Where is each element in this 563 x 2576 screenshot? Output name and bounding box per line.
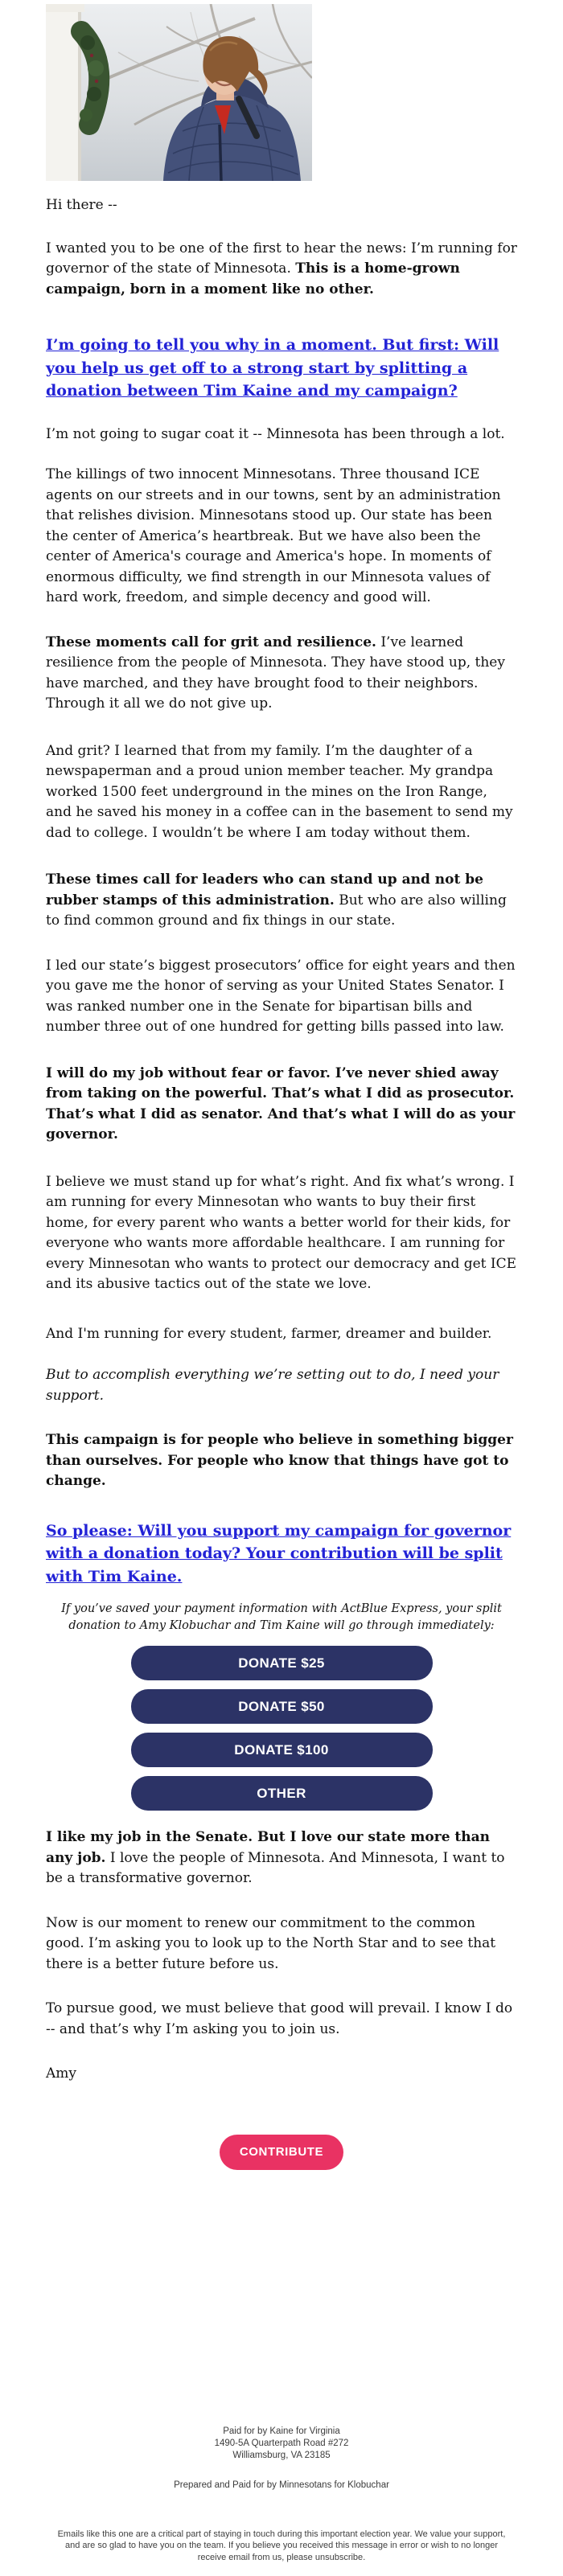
times-paragraph (46, 870, 517, 932)
pursue-good-paragraph: To pursue good, we must believe that good will prevail. I know I do -- and that’s why I’m asking you to join us. (46, 2000, 513, 2037)
senate-bold-text: I like my job in the Senate. But I love our state more than any job. (46, 1829, 491, 1866)
donate-100-button[interactable]: DONATE $100 (131, 1733, 433, 1767)
intro-bold-text: This is a home-grown campaign, born in a moment like no other. (46, 260, 460, 297)
city-state-zip-line: Williamsburg, VA 23185 (232, 2450, 331, 2460)
footer-disclaimer (46, 2529, 517, 2576)
moments-bold-text: These moments call for grit and resilience. (46, 634, 376, 650)
zipper (220, 125, 221, 181)
donate-button-stack (46, 1646, 517, 1811)
disclaimer-period: . (363, 2552, 366, 2562)
split-donation-link[interactable]: I’m going to tell you why in a moment. But first: Will you help us get off to a strong start by splitting a donation between Tim Kaine and my campaign? (46, 336, 499, 400)
need-support-paragraph: But to accomplish everything we’re setting out to do, I need your support. (46, 1367, 499, 1404)
prosecutor-paragraph: I led our state’s biggest prosecutors’ office for eight years and then you gave me the honor of serving as your United States Senator. I was ranked number one in the Senate for bipartisan bills and number three out of one hundred for getting bills passed into law. (46, 957, 516, 1035)
student-farmer-paragraph: And I'm running for every student, farmer, dreamer and builder. (46, 1325, 492, 1342)
support-campaign-link[interactable]: So please: Will you support my campaign for governor with a donation today? Your contribution will be split with Tim Kaine. (46, 1521, 512, 1585)
believe-paragraph: I believe we must stand up for what’s right. And fix what’s wrong. I am running for every Minnesotan who wants to buy their first home, for every parent who wants a better world for their kids, for everyone who wants more affordable healthcare. I am running for every Minnesotan who wants to protect our democracy and get ICE and its abusive tactics out of the state we love. (46, 1173, 517, 1292)
senate-job-paragraph (46, 1827, 517, 1889)
actblue-express-note: If you’ve saved your payment information with ActBlue Express, your split donation to Amy Klobuchar and Tim Kaine will go through immediately: (61, 1602, 502, 1632)
moments-paragraph (46, 633, 517, 715)
prepared-by-line: Prepared and Paid for by Minnesotans for Klobuchar (174, 2480, 389, 2490)
intro-paragraph (46, 239, 517, 301)
email-footer (46, 2426, 517, 2576)
donate-50-button[interactable]: DONATE $50 (131, 1689, 433, 1724)
hero-photo (46, 4, 312, 181)
senate-rest-text: I love the people of Minnesota. And Minnesota, I want to be a transformative governor. (46, 1849, 505, 1886)
intro-text: I wanted you to be one of the first to hear the news: I’m running for governor of the state of Minnesota. (46, 240, 517, 277)
sugar-coat-paragraph: I’m not going to sugar coat it -- Minnesota has been through a lot. (46, 425, 505, 442)
address-line: 1490-5A Quarterpath Road #272 (214, 2438, 349, 2448)
greeting: Hi there -- (46, 197, 117, 213)
signature: Amy (46, 2065, 77, 2082)
killings-paragraph: The killings of two innocent Minnesotans. Three thousand ICE agents on our streets and in our towns, sent by an administration that relishes division. Minnesotans stood up. Our state has been the center of America’s heartbreak. But we have also been the center of America's courage and America's hope. In moments of enormous difficulty, we find strength in our Minnesota values of hard work, freedom, and simple decency and good will. (46, 466, 501, 605)
paid-for-block (46, 2426, 517, 2462)
disclaimer-text: Emails like this one are a critical part of staying in touch during this important election year. We value your support, and are so glad to have you on the team. If you believe you received this message in error or wish to no longer receive email from us, please (57, 2529, 506, 2562)
paid-for-line: Paid for by Kaine for Virginia (223, 2426, 340, 2436)
moments-rest-text: I’ve learned resilience from the people of Minnesota. They have stood up, they have marched, and they have brought food to their neighbors. Through it all we do not give up. (46, 634, 505, 712)
contribute-button[interactable]: CONTRIBUTE (220, 2135, 343, 2170)
unsubscribe-link[interactable]: unsubscribe (314, 2552, 364, 2562)
campaign-bigger-paragraph: This campaign is for people who believe in something bigger than ourselves. For people who know that things have got to change. (46, 1432, 513, 1489)
fear-or-favor-paragraph: I will do my job without fear or favor. I’ve never shied away from taking on the powerful. That’s what I did as prosecutor. That’s what I did as senator. And that’s what I will do as your governor. (46, 1064, 516, 1142)
north-star-paragraph: Now is our moment to renew our commitment to the common good. I’m asking you to look up to the North Star and to see that there is a better future before us. (46, 1914, 496, 1972)
times-rest-text: But who are also willing to find common ground and fix things in our state. (46, 892, 507, 929)
donate-other-button[interactable]: OTHER (131, 1776, 433, 1811)
times-bold-text: These times call for leaders who can stand up and not be rubber stamps of this administration. (46, 872, 483, 909)
donate-25-button[interactable]: DONATE $25 (131, 1646, 433, 1680)
grit-paragraph: And grit? I learned that from my family. I’m the daughter of a newspaperman and a proud union member teacher. My grandpa worked 1500 feet underground in the mines on the Iron Range, and he saved his money in a coffee can in the basement to send my dad to college. I wouldn’t be where I am today without them. (46, 742, 513, 841)
